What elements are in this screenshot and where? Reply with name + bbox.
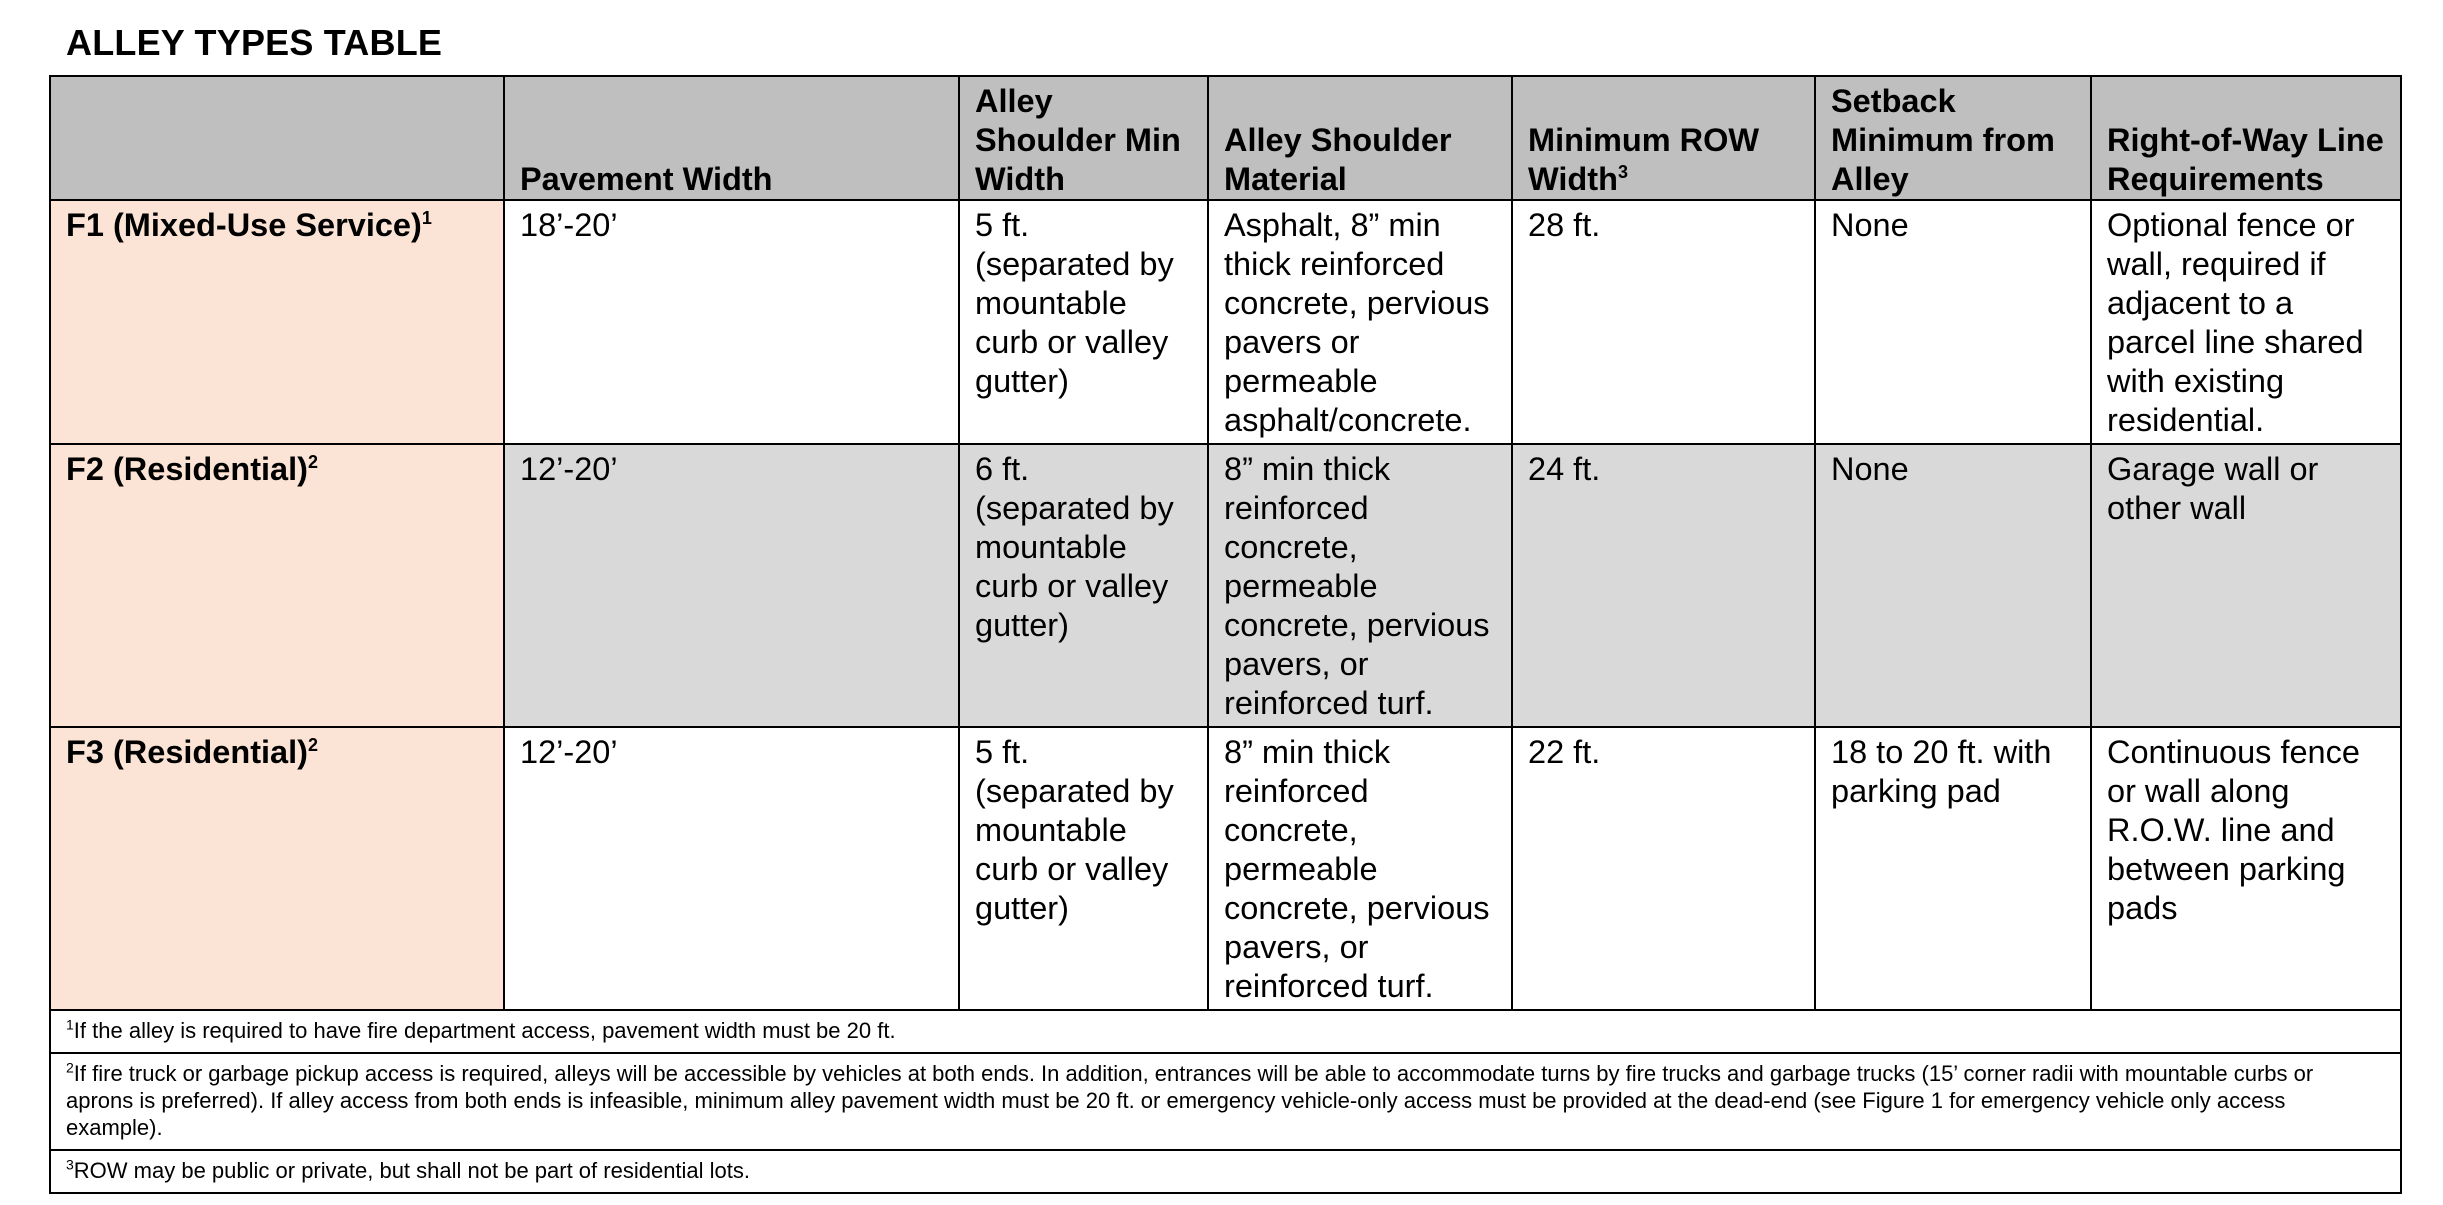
table-title: ALLEY TYPES TABLE (66, 22, 443, 63)
header-blank (50, 76, 504, 200)
pavement-width-cell: 18’-20’ (504, 200, 959, 444)
shoulder-material-cell: 8” min thick reinforced concrete, permeable concrete, pervious pavers, or reinforced turf. (1208, 444, 1512, 727)
footnote-ref: 3 (1617, 162, 1628, 183)
table-row (50, 200, 2401, 444)
row-header (50, 727, 504, 1010)
min-row-width-cell: 22 ft. (1512, 727, 1815, 1010)
header-min-row-width-label: Minimum ROW Width (1528, 122, 1760, 197)
footnote-text: If fire truck or garbage pickup access is required, alleys will be accessible by vehicles at both ends. In addition, entrances will be able to accommodate turns by fire trucks and garbage trucks (15’ corner radii with mountable curbs or aprons is preferred). If alley access from both ends is infeasible, minimum alley pavement width must be 20 ft. or emergency vehicle-only access must be provided at the dead-end (see Figure 1 for emergency vehicle only access example). (66, 1061, 2314, 1140)
footnote-mark: 3 (66, 1156, 74, 1173)
footnote-mark: 2 (66, 1059, 74, 1076)
setback-cell: 18 to 20 ft. with parking pad (1815, 727, 2091, 1010)
footnote-ref: 2 (308, 452, 319, 473)
min-row-width-cell: 24 ft. (1512, 444, 1815, 727)
shoulder-material-cell: 8” min thick reinforced concrete, permeable concrete, pervious pavers, or reinforced turf. (1208, 727, 1512, 1010)
alley-type-name: F2 (Residential) (66, 451, 308, 487)
footnote-text: ROW may be public or private, but shall not be part of residential lots. (73, 1158, 751, 1183)
setback-cell: None (1815, 200, 2091, 444)
shoulder-min-width-cell: 6 ft. (separated by mountable curb or valley gutter) (959, 444, 1208, 727)
shoulder-min-width-cell: 5 ft. (separated by mountable curb or valley gutter) (959, 727, 1208, 1010)
header-row-line-requirements: Right-of-Way Line Requirements (2091, 76, 2401, 200)
shoulder-min-width-cell: 5 ft. (separated by mountable curb or valley gutter) (959, 200, 1208, 444)
footnote-ref: 1 (421, 208, 432, 229)
footnote-3 (50, 1150, 2401, 1193)
row-line-requirements-cell: Optional fence or wall, required if adjacent to a parcel line shared with existing residential. (2091, 200, 2401, 444)
footnote-text: If the alley is required to have fire department access, pavement width must be 20 ft. (73, 1018, 896, 1043)
row-line-requirements-cell: Garage wall or other wall (2091, 444, 2401, 727)
header-row (50, 76, 2401, 200)
row-line-requirements-cell: Continuous fence or wall along R.O.W. line and between parking pads (2091, 727, 2401, 1010)
footnote-2 (50, 1053, 2401, 1150)
header-min-row-width (1512, 76, 1815, 200)
footnote-1 (50, 1010, 2401, 1053)
table-row (50, 444, 2401, 727)
pavement-width-cell: 12’-20’ (504, 444, 959, 727)
footnote-row (50, 1150, 2401, 1193)
header-shoulder-min-width: Alley Shoulder Min Width (959, 76, 1208, 200)
table-row (50, 727, 2401, 1010)
row-header (50, 444, 504, 727)
alley-types-table (49, 75, 2402, 1194)
footnote-mark: 1 (66, 1016, 74, 1033)
header-shoulder-material: Alley Shoulder Material (1208, 76, 1512, 200)
alley-type-name: F3 (Residential) (66, 734, 308, 770)
header-pavement-width: Pavement Width (504, 76, 959, 200)
alley-type-name: F1 (Mixed-Use Service) (66, 207, 422, 243)
header-setback: Setback Minimum from Alley (1815, 76, 2091, 200)
row-header (50, 200, 504, 444)
setback-cell: None (1815, 444, 2091, 727)
footnote-row (50, 1053, 2401, 1150)
min-row-width-cell: 28 ft. (1512, 200, 1815, 444)
footnote-row (50, 1010, 2401, 1053)
shoulder-material-cell: Asphalt, 8” min thick reinforced concrete, pervious pavers or permeable asphalt/concrete. (1208, 200, 1512, 444)
footnote-ref: 2 (308, 735, 319, 756)
pavement-width-cell: 12’-20’ (504, 727, 959, 1010)
